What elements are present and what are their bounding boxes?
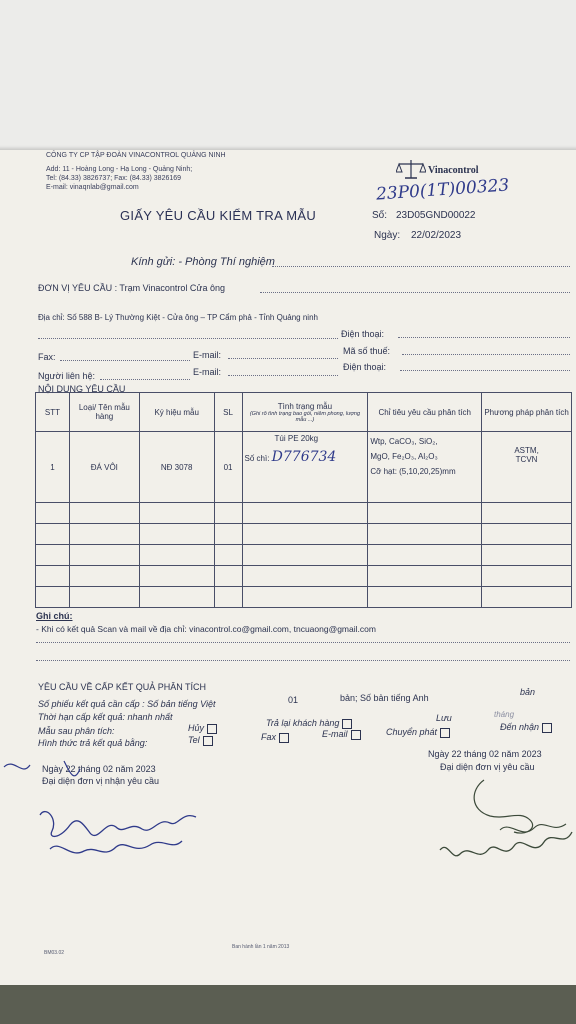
email-option-label: E-mail	[322, 729, 348, 739]
den-nhan-option[interactable]	[500, 722, 552, 733]
dotted-line	[260, 292, 570, 293]
left-sign-date: Ngày 22 tháng 02 năm 2023	[42, 764, 156, 774]
so-label: Số:	[372, 210, 388, 221]
col-stt: STT	[36, 393, 70, 432]
ngay-value: 22/02/2023	[411, 230, 462, 241]
tel-option[interactable]	[188, 735, 213, 746]
background-page-top	[0, 0, 576, 151]
col-ky-hieu: Ký hiệu mẫu	[139, 393, 214, 432]
kinh-gui: Kính gửi: - Phòng Thí nghiệm	[131, 256, 275, 268]
so-ban-viet-value: 01	[288, 695, 299, 705]
company-tel-fax: Tel: (84.33) 3826737; Fax: (84.33) 3826169	[46, 175, 182, 182]
email-label-2: E-mail:	[193, 367, 222, 377]
company-address: Add: 11 - Hoàng Long - Hạ Long - Quảng Ninh;	[46, 166, 193, 173]
table-row-empty	[36, 587, 572, 608]
col-loai: Loại/ Tên mẫu hàng	[69, 393, 139, 432]
fax-label: Fax:	[38, 352, 56, 362]
mau-sau-label: Mẫu sau phân tích:	[38, 726, 115, 736]
dotted-line	[272, 266, 570, 267]
fax-option[interactable]	[261, 732, 289, 743]
col-sl: SL	[214, 393, 242, 432]
so-phieu-label: Số phiếu kết quả cần cấp : Số bản tiếng Việt	[38, 699, 216, 709]
thang-label: tháng	[494, 710, 515, 719]
handwritten-reference: 23P0(1T)00323	[375, 175, 510, 205]
chi-tieu-line-1: Wtp, CaCO₃, SiO₂,	[370, 437, 438, 446]
luu-label: Lưu	[436, 713, 452, 723]
tra-lai-checkbox[interactable]	[342, 719, 352, 729]
huy-option[interactable]	[188, 723, 217, 734]
dotted-line	[100, 379, 190, 380]
chuyen-phat-option[interactable]	[386, 727, 450, 738]
chuyen-phat-checkbox[interactable]	[440, 728, 450, 738]
col-tinh-trang-title: Tình trạng mẫu	[277, 401, 333, 411]
footer-edition: Ban hành lần 1 năm 2013	[232, 944, 290, 950]
table-header-row	[36, 393, 572, 432]
ma-so-thue: Mã số thuế:	[343, 346, 391, 356]
tinh-trang-so-chi: Số chì:	[244, 454, 270, 463]
chuyen-phat-label: Chuyển phát	[386, 727, 438, 737]
fax-option-label: Fax	[261, 732, 277, 742]
so-value: 23D05GND00022	[396, 210, 476, 221]
so-ban-anh-label: bản; Số bản tiếng Anh	[340, 693, 429, 703]
section-noi-dung: NỘI DUNG YÊU CẦU	[38, 384, 126, 394]
dotted-line	[400, 370, 570, 371]
dotted-line	[228, 375, 338, 376]
cell-stt: 1	[36, 432, 70, 503]
col-chi-tieu: Chỉ tiêu yêu cầu phân tích	[368, 393, 482, 432]
cell-phuong-phap	[482, 432, 572, 503]
company-name: CÔNG TY CP TẬP ĐOÀN VINACONTROL QUẢNG NINH	[46, 152, 226, 159]
right-sign-date: Ngày 22 tháng 02 năm 2023	[428, 749, 542, 759]
cell-ky-hieu: NĐ 3078	[139, 432, 214, 503]
col-tinh-trang-note: (Ghi rõ tình trạng bao gói, niêm phong, lượng mẫu ...)	[249, 410, 360, 423]
tel-label: Tel	[188, 735, 200, 745]
dotted-line	[398, 337, 570, 338]
dotted-line	[38, 338, 338, 339]
don-vi-yeu-cau: ĐƠN VỊ YÊU CẦU : Trạm Vinacontrol Cửa ông	[38, 283, 225, 293]
table-row-empty	[36, 545, 572, 566]
form-title: GIẤY YÊU CẦU KIỂM TRA MẪU	[120, 208, 317, 223]
col-tinh-trang	[242, 393, 368, 432]
background-desk	[0, 985, 576, 1024]
dien-thoai-2: Điện thoại:	[343, 362, 387, 372]
fax-checkbox[interactable]	[279, 733, 289, 743]
dotted-line	[402, 354, 570, 355]
dien-thoai-1: Điện thoại:	[341, 329, 385, 339]
cap-ket-qua-heading: YÊU CẦU VỀ CẤP KẾT QUẢ PHÂN TÍCH	[38, 682, 207, 692]
hinh-thuc-label: Hình thức trả kết quả bằng:	[38, 738, 148, 748]
phuong-phap-line-1: ASTM,	[514, 446, 539, 455]
ghi-chu-label: Ghi chú:	[36, 611, 73, 621]
left-signature	[0, 755, 220, 885]
logo-text: Vinacontrol	[428, 165, 479, 176]
request-table	[35, 392, 572, 608]
thoi-han-label: Thời hạn cấp kết quả: nhanh nhất	[38, 712, 173, 722]
email-checkbox[interactable]	[351, 730, 361, 740]
den-nhan-label: Đến nhận	[500, 722, 540, 732]
table-row-empty	[36, 566, 572, 587]
dotted-line	[36, 660, 570, 661]
cell-chi-tieu	[368, 432, 482, 503]
email-label-1: E-mail:	[193, 350, 222, 360]
phuong-phap-line-2: TCVN	[515, 455, 538, 464]
nguoi-lien-he: Người liên hệ:	[38, 371, 95, 381]
table-row	[36, 432, 572, 503]
left-sign-role: Đại diện đơn vị nhận yêu cầu	[42, 776, 159, 786]
dia-chi: Địa chỉ: Số 588 B- Lý Thường Kiệt - Cửa ông – TP Cẩm phả - Tỉnh Quảng ninh	[38, 313, 318, 322]
tel-checkbox[interactable]	[203, 736, 213, 746]
col-phuong-phap: Phương pháp phân tích	[482, 393, 572, 432]
ghi-chu-text: - Khi có kết quả Scan và mail về địa chỉ: vinacontrol.co@gmail.com, tncuaong@gmail.com	[36, 624, 376, 634]
dotted-line	[60, 360, 190, 361]
table-row-empty	[36, 524, 572, 545]
huy-label: Hủy	[188, 723, 205, 733]
huy-checkbox[interactable]	[207, 724, 217, 734]
dotted-line	[36, 642, 570, 643]
dotted-line	[228, 358, 338, 359]
ngay-label: Ngày:	[374, 230, 401, 241]
right-sign-role: Đại diện đơn vị yêu cầu	[440, 762, 535, 772]
cell-loai: ĐÁ VÔI	[69, 432, 139, 503]
cell-sl: 01	[214, 432, 242, 503]
footer-code: BM03.02	[44, 950, 65, 956]
ban-label: bản	[520, 687, 536, 697]
tinh-trang-line-1: Túi PE 20kg	[274, 434, 319, 443]
tra-lai-option[interactable]	[266, 718, 352, 729]
den-nhan-checkbox[interactable]	[542, 723, 552, 733]
chi-tieu-line-2: MgO, Fe₂O₃, Al₂O₃	[370, 452, 438, 461]
so-chi-handwritten: D776734	[271, 449, 337, 465]
cell-tinh-trang	[242, 432, 368, 503]
chi-tieu-line-3: Cỡ hạt: (5,10,20,25)mm	[370, 467, 456, 476]
company-email: E-mail: vinaqnlab@gmail.com	[46, 184, 139, 191]
tra-lai-label: Trả lại khách hàng	[266, 718, 340, 728]
scale-logo-icon	[396, 158, 426, 180]
email-option[interactable]	[322, 729, 361, 740]
table-row-empty	[36, 503, 572, 524]
right-signature	[430, 770, 576, 880]
